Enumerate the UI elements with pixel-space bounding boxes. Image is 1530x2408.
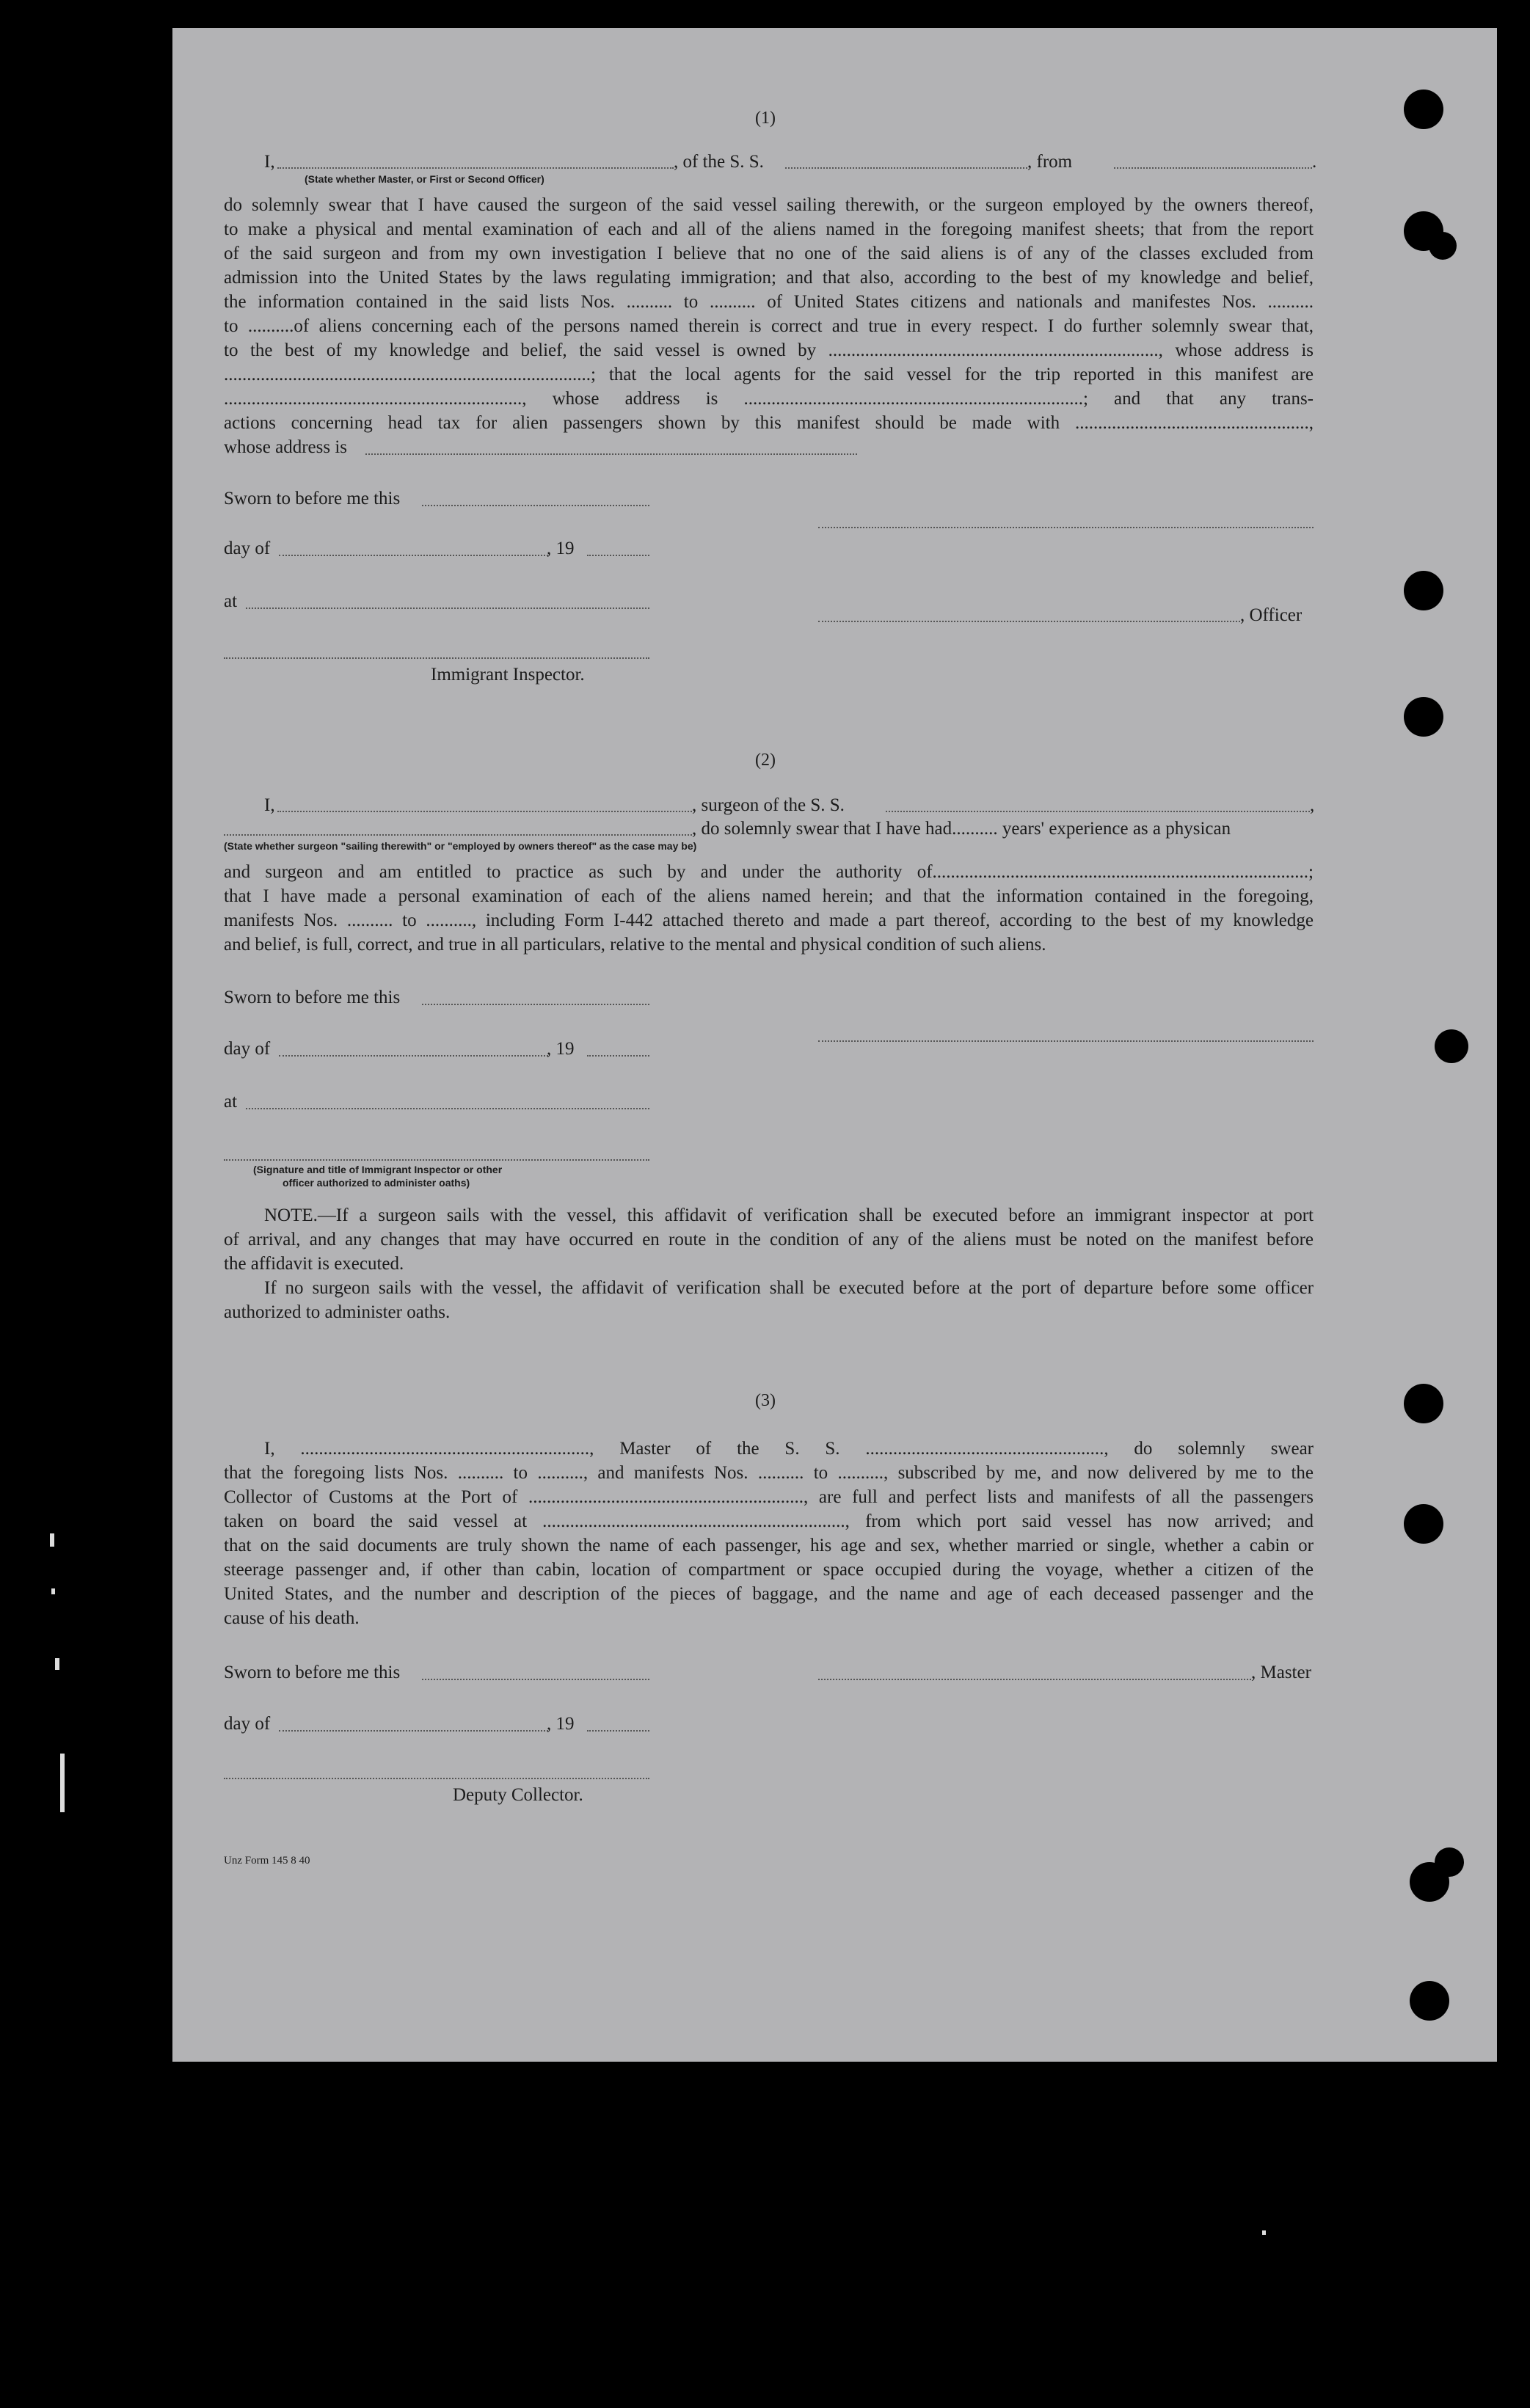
- punch-hole: [1404, 90, 1443, 129]
- punch-hole: [1429, 232, 1457, 260]
- s1-sworn: Sworn to before me this: [224, 489, 401, 508]
- punch-hole: [1404, 1384, 1443, 1423]
- section-number: (3): [755, 1391, 776, 1410]
- s2-line1-i: I,: [264, 795, 275, 815]
- s2-note-paragraph: NOTE.—If a surgeon sails with the vessel, this affidavit of verification shall be executed before an immigrant inspector at port of arrival, and any changes that may have occurred en route in the condition of any of the aliens must be noted on the manifest before: [224, 1205, 1314, 1249]
- s2-sworn: Sworn to before me this: [224, 988, 401, 1007]
- s3-paragraph: I, ..............................................................., Master of the S. S. ...................................................., do solemnly swear that the foregoing lists Nos. .......... to .........., and manifests Nos. .......... to .........., subscribed by me, and now delivered by me to the Collector of Customs at the Port of ............................................................, are full and perfect lists and manifests of all the passengers taken on board the said vessel at .................................................................., from which port said vessel has now arrived; and that on the said documents are truly shown the name of each passenger, his age and sex, whether married or single, whether a cabin or steerage passenger and, if other than cabin, location of compartment or space occupied during the voyage, whether a citizen of the United States, and the number and description of the pieces of baggage, and the name and age of each deceased passenger and the: [224, 1439, 1314, 1604]
- section-number: (1): [755, 109, 776, 128]
- s2-sig-note-1: (Signature and title of Immigrant Inspector or other: [253, 1164, 503, 1175]
- punch-hole: [1410, 1862, 1449, 1902]
- s1-line1-ss: , of the S. S.: [674, 152, 764, 172]
- s1-line1-from: , from: [1027, 152, 1073, 172]
- punch-hole: [1404, 571, 1443, 610]
- punch-hole: [1404, 697, 1443, 737]
- s1-officer: , Officer: [1240, 605, 1303, 625]
- s2-sig-note-2: officer authorized to administer oaths): [283, 1177, 470, 1189]
- scan-mark: [50, 1533, 54, 1547]
- s3-year: , 19: [547, 1714, 575, 1734]
- s1-note: (State whether Master, or First or Second Officer): [305, 173, 544, 185]
- s2-note: (State whether surgeon "sailing therewith" or "employed by owners thereof" as the case may be): [224, 840, 697, 852]
- s2-paragraph: and surgeon and am entitled to practice as such by and under the authority of..................................................................................; that I have made a personal examination of each of the aliens named herein; and that the information contained in the foregoing, manifests Nos. .......... to .........., including Form I-442 attached thereto and made a part thereof, according to the best of my knowledge: [224, 862, 1314, 930]
- s1-day-of: day of: [224, 539, 271, 558]
- document-page: (1) I, , of the S. S. , from . (State whether Master, or First or Second Officer) do solemnly swear that I have caused the surgeon of the said vessel sailing therewith, or the surgeon employed by the owners thereof, to make a physical and mental examination of each and all of the aliens named in the foregoing manifest sheets; that from the report of the said surgeon and from my own investigation I believe that no one of the said aliens is of any of the classes excluded from admission into the United States by the laws regulating immigration; and that also, according to the best of my knowledge and belief, the information contained in the said lists Nos. .......... to .......... of United States citizens and nationals and manifestes Nos. .......... to ..........of aliens concerning each of the persons named therein is correct and true in every respect. I do further solemnly swear that, to the best of my knowledge and belief, the said vessel is owned by ........................................................................, whose address is ................................................................................; that the local agents for the said vessel for the trip reported in this manifest are ................................................................., whose address is ..........................................................................; and that any trans- actions concerning head tax for alien passengers shown by this manifest should be made with ..................................................., whose address is Sworn to before me this day of , 19 at , Officer Immigrant Inspector. (2) I, , surgeon of the S. S. , , do solemnly swear that I have had.......... years' experience as a physican (State whether surgeon "sailing therewith" or "employed by owners thereof" as the case may be) and surgeon and am entitled to practice as such by and under the authority of..................................................................................; that I have made a personal examination of each of the aliens named herein; and that the information contained in the foregoing, manifests Nos. .......... to .........., including Form I-442 attached thereto and made a part thereof, according to the best of my knowledge and belief, is full, correct, and true in all particulars, relative to the mental and physical condition of such aliens. Sworn to before me this day of , 19 at (Signature and title of Immigrant Inspector or other officer authorized to administer oaths) NOTE.—If a surgeon sails with the vessel, this affidavit of verification shall be executed before an immigrant inspector at port of arrival, and any changes that may have occurred en route in the condition of any of the aliens must be noted on the manifest before the affidavit is executed. If no surgeon sails with the vessel, the affidavit of verification shall be executed before at the port of departure before some officer authorized to administer oaths. (3) I, ..............................................................., Master of the S. S. ...................................................., do solemnly swear that the foregoing lists Nos. .......... to .........., and manifests Nos. .......... to .........., subscribed by me, and now delivered by me to the Collector of Customs at the Port of ............................................................, are full and perfect lists and manifests of all the passengers taken on board the said vessel at .................................................................., from which port said vessel has now arrived; and that on the said documents are truly shown the name of each passenger, his age and sex, whether married or single, whether a cabin or steerage passenger and, if other than cabin, location of compartment or space occupied during the voyage, whether a citizen of the United States, and the number and description of the pieces of baggage, and the name and age of each deceased passenger and the cause of his death. Sworn to before me this , Master day of , 19 Deputy Collector. Unz Form 145 8 40: [172, 28, 1497, 2062]
- scan-mark: [55, 1658, 59, 1670]
- punch-hole: [1410, 1981, 1449, 2021]
- scan-mark: [60, 1754, 65, 1812]
- s2-note-paragraph-2: If no surgeon sails with the vessel, the affidavit of verification shall be executed before at the port of departure before some officer: [264, 1278, 1314, 1298]
- form-id: Unz Form 145 8 40: [224, 1855, 310, 1867]
- s3-para-last: cause of his death.: [224, 1608, 360, 1628]
- s1-line1-i: I,: [264, 152, 275, 172]
- s3-day-of: day of: [224, 1714, 271, 1734]
- s3-deputy: Deputy Collector.: [453, 1785, 583, 1805]
- s1-year: , 19: [547, 539, 575, 558]
- s2-note-para-2-last: authorized to administer oaths.: [224, 1302, 451, 1322]
- s2-at: at: [224, 1092, 238, 1112]
- s2-year: , 19: [547, 1039, 575, 1059]
- s2-note-para-1-last: the affidavit is executed.: [224, 1254, 404, 1274]
- s1-para-last: whose address is: [224, 437, 348, 457]
- s3-master: , Master: [1251, 1663, 1311, 1682]
- s2-line1-surgeon: , surgeon of the S. S.: [692, 795, 845, 815]
- s1-paragraph: do solemnly swear that I have caused the surgeon of the said vessel sailing therewith, or the surgeon employed by the owners thereof, to make a physical and mental examination of each and all of the aliens named in the foregoing manifest sheets; that from the report of the said surgeon and from my own investigation I believe that no one of the said aliens is of any of the classes excluded from admission into the United States by the laws regulating immigration; and that also, according to the best of my knowledge and belief, the information contained in the said lists Nos. .......... to .......... of United States citizens and nationals and manifestes Nos. .......... to ..........of aliens concerning each of the persons named therein is correct and true in every respect. I do further solemnly swear that, to the best of my knowledge and belief, the said vessel is owned by ........................................................................, whose address is ................................................................................; that the local agents for the said vessel for the trip reported in this manifest are ................................................................., whose address is ..........................................................................; and that any trans- actions concerning head tax for alien passengers shown by this manifest should be made with ...................................................,: [224, 195, 1314, 433]
- punch-hole: [1435, 1029, 1468, 1063]
- scan-mark: [51, 1588, 55, 1594]
- s3-sworn: Sworn to before me this: [224, 1663, 401, 1682]
- punch-hole: [1404, 1504, 1443, 1544]
- scan-mark: [1262, 2230, 1266, 2235]
- s1-at: at: [224, 591, 238, 611]
- section-number: (2): [755, 751, 776, 770]
- s2-day-of: day of: [224, 1039, 271, 1059]
- s2-line2: , do solemnly swear that I have had.......... years' experience as a physican: [692, 819, 1231, 839]
- s1-inspector: Immigrant Inspector.: [431, 665, 585, 685]
- s2-para-last: and belief, is full, correct, and true in all particulars, relative to the mental and physical condition of such aliens.: [224, 935, 1046, 955]
